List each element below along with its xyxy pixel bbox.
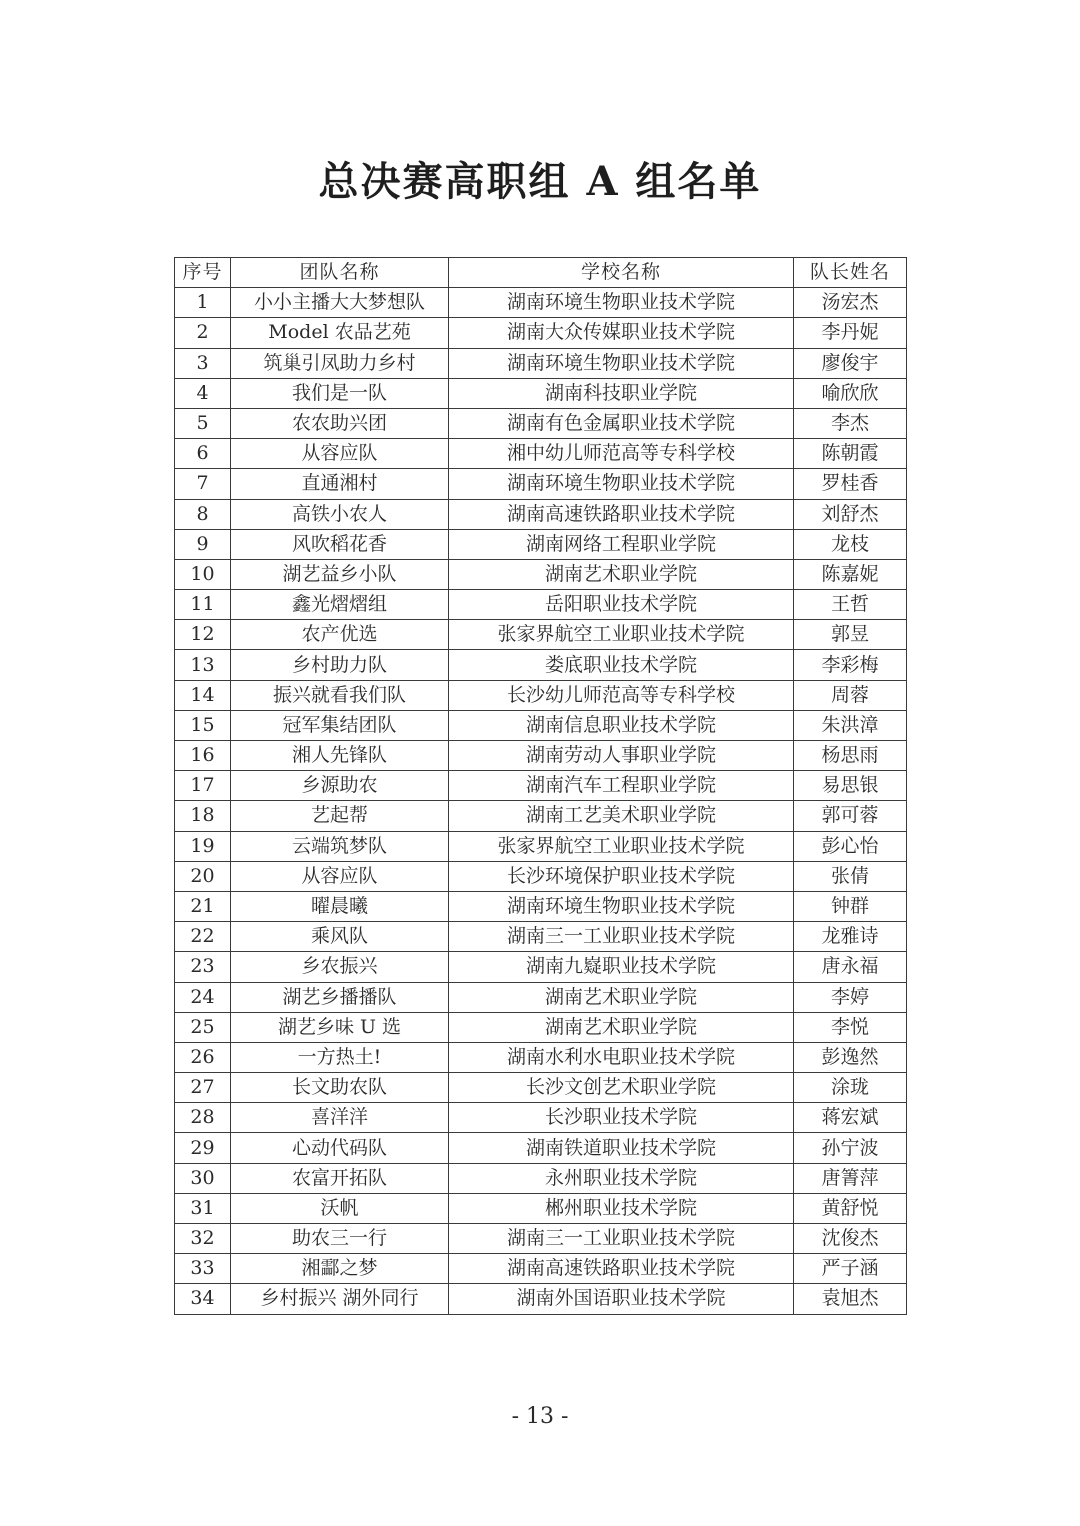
- cell-serial-number: 19: [175, 831, 231, 861]
- cell-serial-number: 21: [175, 891, 231, 921]
- table-row: [175, 1042, 907, 1072]
- cell-captain-name: 袁旭杰: [794, 1284, 907, 1314]
- cell-team-name: 小小主播大大梦想队: [231, 288, 449, 318]
- header-serial-number: 序号: [175, 258, 231, 288]
- cell-captain-name: 龙雅诗: [794, 922, 907, 952]
- cell-team-name: 乡农振兴: [231, 952, 449, 982]
- cell-team-name: 从容应队: [231, 439, 449, 469]
- cell-school-name: 湖南工艺美术职业学院: [449, 801, 794, 831]
- cell-captain-name: 周蓉: [794, 680, 907, 710]
- cell-team-name: 长文助农队: [231, 1073, 449, 1103]
- table-row: [175, 590, 907, 620]
- cell-school-name: 湖南科技职业学院: [449, 378, 794, 408]
- table-row: [175, 1103, 907, 1133]
- table-row: [175, 318, 907, 348]
- cell-school-name: 永州职业技术学院: [449, 1163, 794, 1193]
- cell-team-name: 湖艺乡味 U 选: [231, 1012, 449, 1042]
- cell-serial-number: 22: [175, 922, 231, 952]
- cell-serial-number: 4: [175, 378, 231, 408]
- cell-captain-name: 陈嘉妮: [794, 559, 907, 589]
- cell-captain-name: 唐箐萍: [794, 1163, 907, 1193]
- cell-team-name: 乡村振兴 湖外同行: [231, 1284, 449, 1314]
- cell-school-name: 湖南网络工程职业学院: [449, 529, 794, 559]
- cell-school-name: 张家界航空工业职业技术学院: [449, 831, 794, 861]
- cell-serial-number: 2: [175, 318, 231, 348]
- cell-team-name: 从容应队: [231, 861, 449, 891]
- cell-school-name: 湖南高速铁路职业技术学院: [449, 499, 794, 529]
- cell-serial-number: 34: [175, 1284, 231, 1314]
- table-row: [175, 348, 907, 378]
- cell-captain-name: 喻欣欣: [794, 378, 907, 408]
- cell-team-name: 农富开拓队: [231, 1163, 449, 1193]
- cell-captain-name: 张倩: [794, 861, 907, 891]
- cell-captain-name: 刘舒杰: [794, 499, 907, 529]
- cell-serial-number: 28: [175, 1103, 231, 1133]
- cell-team-name: 曜晨曦: [231, 891, 449, 921]
- cell-captain-name: 易思银: [794, 771, 907, 801]
- cell-school-name: 湖南汽车工程职业学院: [449, 771, 794, 801]
- cell-team-name: Model 农品艺苑: [231, 318, 449, 348]
- cell-school-name: 湖南环境生物职业技术学院: [449, 288, 794, 318]
- cell-school-name: 娄底职业技术学院: [449, 650, 794, 680]
- cell-school-name: 湖南水利水电职业技术学院: [449, 1042, 794, 1072]
- cell-captain-name: 杨思雨: [794, 741, 907, 771]
- cell-team-name: 喜洋洋: [231, 1103, 449, 1133]
- cell-school-name: 湖南艺术职业学院: [449, 982, 794, 1012]
- cell-serial-number: 26: [175, 1042, 231, 1072]
- cell-serial-number: 31: [175, 1193, 231, 1223]
- cell-captain-name: 李婷: [794, 982, 907, 1012]
- cell-school-name: 湖南铁道职业技术学院: [449, 1133, 794, 1163]
- cell-serial-number: 12: [175, 620, 231, 650]
- table-row: [175, 650, 907, 680]
- table-row: [175, 741, 907, 771]
- table-row: [175, 831, 907, 861]
- cell-team-name: 湘酃之梦: [231, 1254, 449, 1284]
- cell-school-name: 张家界航空工业职业技术学院: [449, 620, 794, 650]
- table-row: [175, 620, 907, 650]
- table-row: [175, 1224, 907, 1254]
- cell-captain-name: 涂珑: [794, 1073, 907, 1103]
- cell-team-name: 农农助兴团: [231, 408, 449, 438]
- cell-captain-name: 李彩梅: [794, 650, 907, 680]
- table-row: [175, 680, 907, 710]
- cell-captain-name: 蒋宏斌: [794, 1103, 907, 1133]
- cell-serial-number: 18: [175, 801, 231, 831]
- cell-school-name: 湖南有色金属职业技术学院: [449, 408, 794, 438]
- table-body: [175, 288, 907, 1314]
- cell-school-name: 湖南大众传媒职业技术学院: [449, 318, 794, 348]
- cell-team-name: 助农三一行: [231, 1224, 449, 1254]
- cell-team-name: 乡村助力队: [231, 650, 449, 680]
- cell-team-name: 沃帆: [231, 1193, 449, 1223]
- cell-captain-name: 龙枝: [794, 529, 907, 559]
- cell-school-name: 长沙环境保护职业技术学院: [449, 861, 794, 891]
- cell-serial-number: 14: [175, 680, 231, 710]
- cell-serial-number: 13: [175, 650, 231, 680]
- table-row: [175, 1254, 907, 1284]
- cell-team-name: 冠军集结团队: [231, 710, 449, 740]
- header-team-name: 团队名称: [231, 258, 449, 288]
- table-header-row: [175, 258, 907, 288]
- cell-team-name: 湘人先锋队: [231, 741, 449, 771]
- cell-captain-name: 罗桂香: [794, 469, 907, 499]
- page-title: 总决赛高职组 A 组名单: [318, 158, 762, 205]
- cell-serial-number: 32: [175, 1224, 231, 1254]
- cell-school-name: 湖南环境生物职业技术学院: [449, 891, 794, 921]
- cell-school-name: 湖南艺术职业学院: [449, 559, 794, 589]
- table-row: [175, 891, 907, 921]
- table-row: [175, 1073, 907, 1103]
- cell-serial-number: 6: [175, 439, 231, 469]
- table-row: [175, 952, 907, 982]
- table-row: [175, 469, 907, 499]
- cell-serial-number: 33: [175, 1254, 231, 1284]
- cell-school-name: 岳阳职业技术学院: [449, 590, 794, 620]
- cell-captain-name: 彭逸然: [794, 1042, 907, 1072]
- table-row: [175, 710, 907, 740]
- cell-captain-name: 严子涵: [794, 1254, 907, 1284]
- header-school-name: 学校名称: [449, 258, 794, 288]
- cell-team-name: 艺起帮: [231, 801, 449, 831]
- cell-captain-name: 郭昱: [794, 620, 907, 650]
- cell-captain-name: 王哲: [794, 590, 907, 620]
- cell-school-name: 湖南外国语职业技术学院: [449, 1284, 794, 1314]
- cell-school-name: 湖南高速铁路职业技术学院: [449, 1254, 794, 1284]
- cell-captain-name: 李悦: [794, 1012, 907, 1042]
- cell-school-name: 湖南三一工业职业技术学院: [449, 1224, 794, 1254]
- cell-serial-number: 15: [175, 710, 231, 740]
- cell-serial-number: 5: [175, 408, 231, 438]
- cell-team-name: 云端筑梦队: [231, 831, 449, 861]
- table-row: [175, 1193, 907, 1223]
- cell-school-name: 湖南环境生物职业技术学院: [449, 469, 794, 499]
- table-row: [175, 529, 907, 559]
- table-row: [175, 801, 907, 831]
- cell-serial-number: 10: [175, 559, 231, 589]
- table-row: [175, 499, 907, 529]
- table-row: [175, 288, 907, 318]
- cell-team-name: 湖艺益乡小队: [231, 559, 449, 589]
- table-row: [175, 439, 907, 469]
- cell-captain-name: 钟群: [794, 891, 907, 921]
- cell-serial-number: 27: [175, 1073, 231, 1103]
- cell-team-name: 直通湘村: [231, 469, 449, 499]
- cell-serial-number: 11: [175, 590, 231, 620]
- cell-captain-name: 朱洪漳: [794, 710, 907, 740]
- table-row: [175, 861, 907, 891]
- cell-captain-name: 唐永福: [794, 952, 907, 982]
- cell-school-name: 长沙文创艺术职业学院: [449, 1073, 794, 1103]
- table-row: [175, 408, 907, 438]
- header-captain-name: 队长姓名: [794, 258, 907, 288]
- table-row: [175, 982, 907, 1012]
- cell-serial-number: 20: [175, 861, 231, 891]
- cell-school-name: 长沙职业技术学院: [449, 1103, 794, 1133]
- cell-serial-number: 29: [175, 1133, 231, 1163]
- page-number: - 13 -: [511, 1404, 569, 1429]
- cell-team-name: 鑫光熠熠组: [231, 590, 449, 620]
- cell-school-name: 湖南九嶷职业技术学院: [449, 952, 794, 982]
- cell-team-name: 我们是一队: [231, 378, 449, 408]
- cell-serial-number: 17: [175, 771, 231, 801]
- cell-school-name: 湖南信息职业技术学院: [449, 710, 794, 740]
- cell-team-name: 高铁小农人: [231, 499, 449, 529]
- cell-captain-name: 李杰: [794, 408, 907, 438]
- cell-team-name: 心动代码队: [231, 1133, 449, 1163]
- cell-team-name: 乡源助农: [231, 771, 449, 801]
- table-row: [175, 1012, 907, 1042]
- cell-captain-name: 黄舒悦: [794, 1193, 907, 1223]
- cell-team-name: 湖艺乡播播队: [231, 982, 449, 1012]
- cell-team-name: 振兴就看我们队: [231, 680, 449, 710]
- cell-captain-name: 廖俊宇: [794, 348, 907, 378]
- table-row: [175, 1133, 907, 1163]
- cell-team-name: 筑巢引凤助力乡村: [231, 348, 449, 378]
- cell-captain-name: 汤宏杰: [794, 288, 907, 318]
- cell-captain-name: 郭可蓉: [794, 801, 907, 831]
- cell-serial-number: 7: [175, 469, 231, 499]
- table-row: [175, 378, 907, 408]
- cell-serial-number: 8: [175, 499, 231, 529]
- cell-serial-number: 3: [175, 348, 231, 378]
- cell-serial-number: 24: [175, 982, 231, 1012]
- cell-school-name: 湖南劳动人事职业学院: [449, 741, 794, 771]
- cell-serial-number: 1: [175, 288, 231, 318]
- cell-serial-number: 25: [175, 1012, 231, 1042]
- cell-team-name: 风吹稻花香: [231, 529, 449, 559]
- cell-school-name: 湖南三一工业职业技术学院: [449, 922, 794, 952]
- table-row: [175, 1163, 907, 1193]
- cell-school-name: 湖南艺术职业学院: [449, 1012, 794, 1042]
- cell-team-name: 农产优选: [231, 620, 449, 650]
- roster-table: [174, 257, 907, 1315]
- table-row: [175, 1284, 907, 1314]
- cell-captain-name: 彭心怡: [794, 831, 907, 861]
- cell-team-name: 乘风队: [231, 922, 449, 952]
- cell-team-name: 一方热土!: [231, 1042, 449, 1072]
- table-row: [175, 771, 907, 801]
- cell-captain-name: 陈朝霞: [794, 439, 907, 469]
- table-row: [175, 559, 907, 589]
- cell-captain-name: 孙宁波: [794, 1133, 907, 1163]
- cell-school-name: 湘中幼儿师范高等专科学校: [449, 439, 794, 469]
- cell-serial-number: 23: [175, 952, 231, 982]
- table-row: [175, 922, 907, 952]
- cell-school-name: 长沙幼儿师范高等专科学校: [449, 680, 794, 710]
- cell-captain-name: 李丹妮: [794, 318, 907, 348]
- cell-serial-number: 9: [175, 529, 231, 559]
- cell-school-name: 湖南环境生物职业技术学院: [449, 348, 794, 378]
- cell-captain-name: 沈俊杰: [794, 1224, 907, 1254]
- cell-school-name: 郴州职业技术学院: [449, 1193, 794, 1223]
- cell-serial-number: 16: [175, 741, 231, 771]
- cell-serial-number: 30: [175, 1163, 231, 1193]
